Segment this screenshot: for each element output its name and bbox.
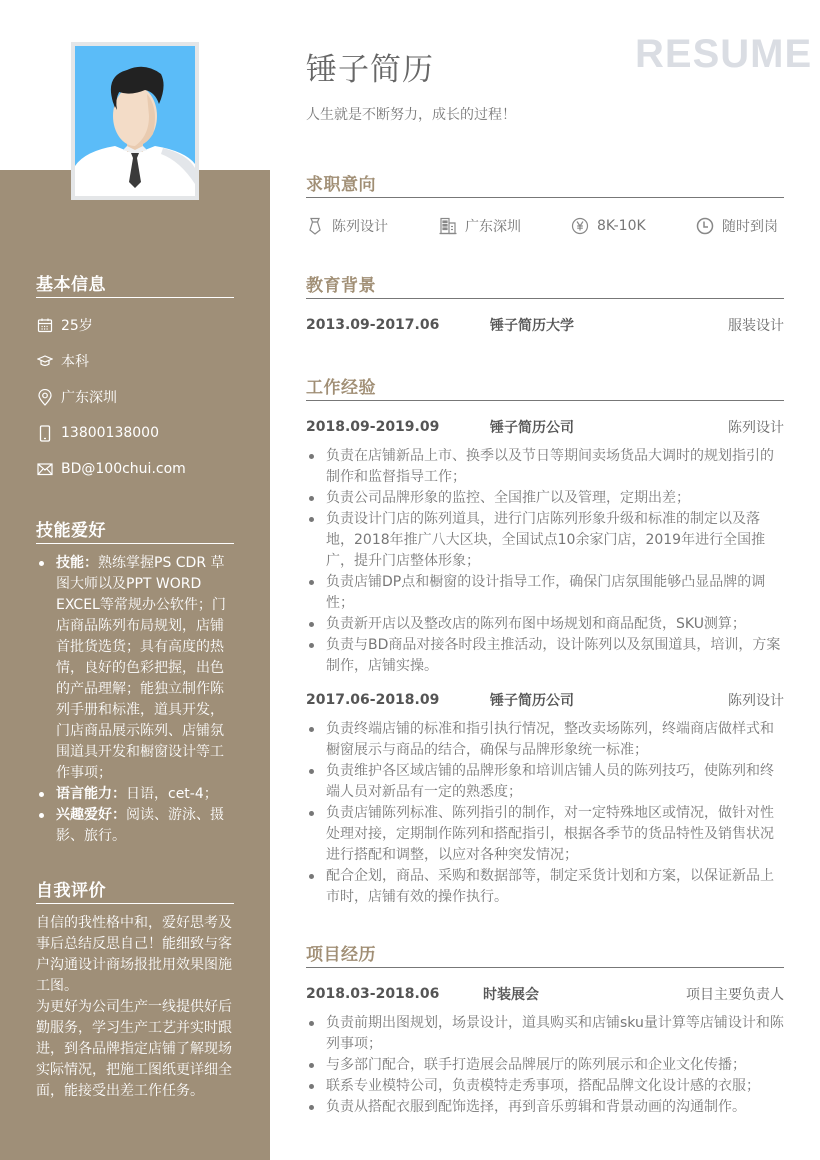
calendar-icon — [36, 316, 54, 334]
info-age: 25岁 — [36, 307, 234, 343]
profile-photo-frame — [71, 42, 199, 200]
skill-item: 技能：熟练掌握PS CDR 草图大师以及PPT WORD EXCEL等常规办公软件；门店商品陈列布局规划，店铺首批货选货；具有高度的热情，良好的色彩把握，出色的产品理解；能独立制作陈列手册和标准，道具开发，门店商品展示陈列、店铺氛围道具开发和橱窗设计等工作事项； — [36, 553, 234, 784]
list-item: 负责设计门店的陈列道具，进行门店陈列形象升级和标准的制定以及落地，2018年推广八大区块，全国试点10余家门店，2019年进行全国推广，提升门店整体形象； — [306, 509, 784, 572]
self-eval-section — [36, 876, 234, 1102]
work-section — [306, 373, 784, 908]
education-entry: 2013.09-2017.06 锤子简历大学 服装设计 — [306, 317, 784, 334]
building-icon — [439, 217, 457, 235]
motto: 人生就是不断努力，成长的过程！ — [306, 107, 516, 123]
intent-position: 陈列设计 — [306, 216, 439, 236]
list-item: 负责店铺DP点和橱窗的设计指导工作，确保门店氛围能够凸显品牌的调性； — [306, 572, 784, 614]
graduation-cap-icon — [36, 352, 54, 370]
skills-section — [36, 516, 234, 847]
project-entry-header: 2018.03-2018.06 时装展会 项目主要负责人 — [306, 986, 784, 1003]
job-intent-title: 求职意向 — [306, 170, 784, 198]
intent-availability: 随时到岗 — [696, 216, 778, 236]
basic-info-title: 基本信息 — [36, 270, 234, 298]
work-entry-header: 2018.09-2019.09 锤子简历公司 陈列设计 — [306, 419, 784, 436]
info-degree: 本科 — [36, 343, 234, 379]
skill-item: 兴趣爱好：阅读、游泳、摄影、旅行。 — [36, 805, 234, 847]
education-section — [306, 271, 784, 336]
yen-icon — [571, 217, 589, 235]
mail-icon — [36, 460, 54, 478]
resume-watermark: RESUME — [635, 32, 813, 76]
job-intent-section — [306, 170, 784, 236]
list-item: 负责店铺陈列标准、陈列指引的制作，对一定特殊地区或情况，做针对性处理对接，定期制作陈列和搭配指引，根据各季节的货品特性及销售状况进行搭配和调整，以应对各种突发情况； — [306, 803, 784, 866]
list-item: 负责新开店以及整改店的陈列布图中场规划和商品配货，SKU测算； — [306, 614, 784, 635]
intent-city: 广东深圳 — [439, 216, 571, 236]
list-item: 配合企划，商品、采购和数据部等，制定采货计划和方案，以保证新品上市时，店铺有效的操作执行。 — [306, 866, 784, 908]
list-item: 负责前期出图规划，场景设计，道具购买和店铺sku量计算等店铺设计和陈列事项； — [306, 1013, 784, 1055]
list-item: 负责在店铺新品上市、换季以及节日等期间卖场货品大调时的规划指引的制作和监督指导工作； — [306, 446, 784, 488]
list-item: 负责维护各区域店铺的品牌形象和培训店铺人员的陈列技巧，使陈列和终端人员对新品有一定的熟悉度； — [306, 761, 784, 803]
self-eval-paragraph: 自信的我性格中和，爱好思考及事后总结反思自己！能细致与客户沟通设计商场报批用效果图施工图。 — [36, 915, 232, 994]
list-item: 负责与BD商品对接各时段主推活动，设计陈列以及氛围道具，培训，方案制作，店铺实操。 — [306, 635, 784, 677]
self-eval-paragraph: 为更好为公司生产一线提供好后勤服务，学习生产工艺并实时跟进，到各品牌指定店铺了解现场实际情况，把施工图纸更详细全面，能接受出差工作任务。 — [36, 999, 232, 1099]
list-item: 联系专业模特公司，负责模特走秀事项，搭配品牌文化设计感的衣服； — [306, 1076, 784, 1097]
location-pin-icon — [36, 388, 54, 406]
self-eval-title: 自我评价 — [36, 876, 234, 904]
page-title: 锤子简历 — [306, 52, 434, 88]
clock-icon — [696, 217, 714, 235]
phone-icon — [36, 424, 54, 442]
work-title: 工作经验 — [306, 373, 784, 401]
skill-item: 语言能力：日语，cet-4； — [36, 784, 234, 805]
info-phone: 13800138000 — [36, 415, 234, 451]
tie-icon — [306, 217, 324, 235]
intent-salary: 8K-10K — [571, 216, 696, 236]
work-entry-header: 2017.06-2018.09 锤子简历公司 陈列设计 — [306, 692, 784, 709]
list-item: 负责公司品牌形象的监控、全国推广以及管理，定期出差； — [306, 488, 784, 509]
info-email: BD@100chui.com — [36, 451, 234, 487]
projects-section — [306, 940, 784, 1118]
list-item: 负责终端店铺的标准和指引执行情况，整改卖场陈列，终端商店做样式和橱窗展示与商品的结合，确保与品牌形象统一标准； — [306, 719, 784, 761]
skills-title: 技能爱好 — [36, 516, 234, 544]
list-item: 负责从搭配衣服到配饰选择，再到音乐剪辑和背景动画的沟通制作。 — [306, 1097, 784, 1118]
list-item: 与多部门配合，联手打造展会品牌展厅的陈列展示和企业文化传播； — [306, 1055, 784, 1076]
info-location: 广东深圳 — [36, 379, 234, 415]
avatar — [75, 46, 195, 196]
projects-title: 项目经历 — [306, 940, 784, 968]
basic-info-section — [36, 270, 234, 487]
education-title: 教育背景 — [306, 271, 784, 299]
